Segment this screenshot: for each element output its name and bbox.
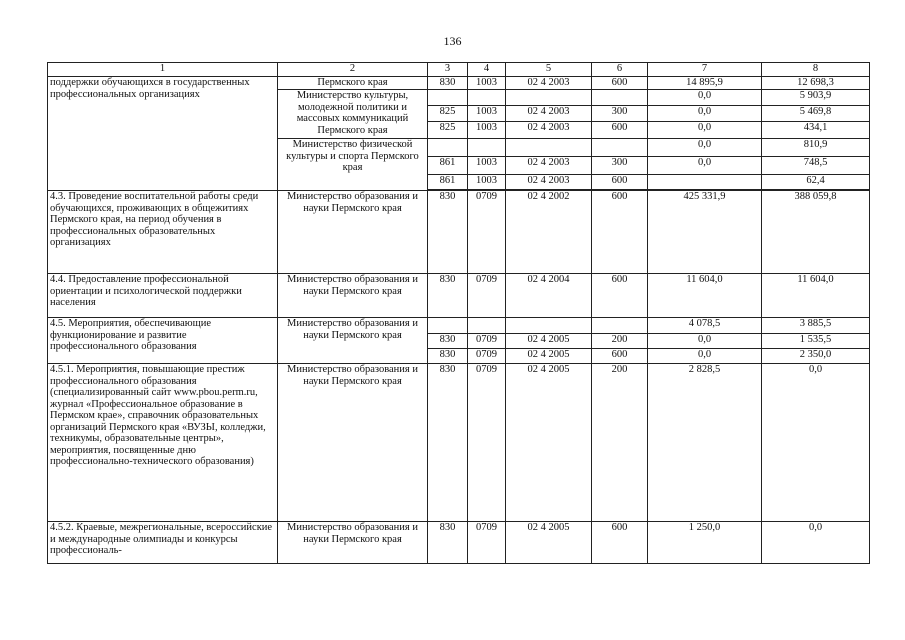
cell: 4 078,5 — [648, 318, 762, 334]
cell: 600 — [592, 175, 648, 190]
cell: 861 — [428, 175, 468, 190]
cell: 2 350,0 — [762, 349, 870, 364]
description-cell: 4.5. Мероприятия, обеспечивающие функционирование и развитие профессионального образования — [48, 318, 278, 364]
table-row — [48, 77, 870, 90]
ministry-cell: Министерство образования и науки Пермского края — [278, 522, 428, 564]
cell — [428, 318, 468, 334]
description-cell: поддержки обучающихся в государственных профессиональных организациях — [48, 77, 278, 191]
cell: 1003 — [468, 157, 506, 175]
header-cell: 3 — [428, 63, 468, 77]
cell: 11 604,0 — [648, 274, 762, 318]
cell: 830 — [428, 364, 468, 522]
cell — [648, 175, 762, 190]
table-row — [48, 191, 870, 274]
cell: 0,0 — [648, 122, 762, 139]
cell: 0709 — [468, 334, 506, 349]
cell — [468, 139, 506, 157]
cell: 11 604,0 — [762, 274, 870, 318]
cell: 02 4 2005 — [506, 334, 592, 349]
ministry-cell: Министерство образования и науки Пермского края — [278, 318, 428, 364]
cell — [592, 318, 648, 334]
cell: 02 4 2003 — [506, 175, 592, 190]
cell: 0,0 — [648, 334, 762, 349]
table-row — [48, 274, 870, 318]
cell: 434,1 — [762, 122, 870, 139]
cell: 388 059,8 — [762, 191, 870, 274]
cell: 12 698,3 — [762, 77, 870, 90]
cell: 02 4 2005 — [506, 522, 592, 564]
cell: 02 4 2003 — [506, 106, 592, 122]
ministry-cell: Пермского края — [278, 77, 428, 90]
cell: 830 — [428, 334, 468, 349]
cell: 02 4 2005 — [506, 349, 592, 364]
cell: 5 469,8 — [762, 106, 870, 122]
cell: 0,0 — [648, 90, 762, 106]
cell: 1 535,5 — [762, 334, 870, 349]
table-row — [48, 364, 870, 522]
description-cell: 4.4. Предоставление профессиональной ориентации и психологической поддержки населения — [48, 274, 278, 318]
cell: 02 4 2005 — [506, 364, 592, 522]
header-cell: 1 — [48, 63, 278, 77]
cell: 1003 — [468, 175, 506, 190]
ministry-cell: Министерство образования и науки Пермского края — [278, 364, 428, 522]
cell: 1003 — [468, 122, 506, 139]
cell: 200 — [592, 334, 648, 349]
cell: 830 — [428, 191, 468, 274]
cell: 1003 — [468, 77, 506, 90]
cell: 600 — [592, 349, 648, 364]
cell: 02 4 2003 — [506, 77, 592, 90]
cell: 0,0 — [648, 106, 762, 122]
ministry-cell: Министерство физической культуры и спорта Пермского края — [278, 139, 428, 191]
cell: 0709 — [468, 349, 506, 364]
cell: 825 — [428, 122, 468, 139]
header-cell: 4 — [468, 63, 506, 77]
cell: 748,5 — [762, 157, 870, 175]
cell: 02 4 2002 — [506, 191, 592, 274]
cell: 825 — [428, 106, 468, 122]
cell: 02 4 2004 — [506, 274, 592, 318]
header-cell: 6 — [592, 63, 648, 77]
table-row — [48, 318, 870, 334]
cell: 0709 — [468, 522, 506, 564]
cell: 0,0 — [762, 522, 870, 564]
page-number: 136 — [443, 34, 462, 48]
cell — [592, 90, 648, 106]
cell: 600 — [592, 77, 648, 90]
ministry-cell: Министерство образования и науки Пермского края — [278, 274, 428, 318]
header-cell: 8 — [762, 63, 870, 77]
header-cell: 2 — [278, 63, 428, 77]
cell: 200 — [592, 364, 648, 522]
cell: 0,0 — [762, 364, 870, 522]
cell — [428, 139, 468, 157]
cell: 830 — [428, 522, 468, 564]
header-cell: 5 — [506, 63, 592, 77]
cell: 1 250,0 — [648, 522, 762, 564]
cell: 02 4 2003 — [506, 157, 592, 175]
cell: 0,0 — [648, 157, 762, 175]
cell — [506, 318, 592, 334]
cell: 1003 — [468, 106, 506, 122]
cell — [592, 139, 648, 157]
cell: 3 885,5 — [762, 318, 870, 334]
cell: 830 — [428, 77, 468, 90]
cell: 02 4 2003 — [506, 122, 592, 139]
cell — [468, 90, 506, 106]
cell: 600 — [592, 191, 648, 274]
cell: 2 828,5 — [648, 364, 762, 522]
cell: 0709 — [468, 364, 506, 522]
budget-table — [47, 62, 870, 564]
header-row — [48, 63, 870, 77]
cell: 861 — [428, 157, 468, 175]
cell: 600 — [592, 522, 648, 564]
cell: 425 331,9 — [648, 191, 762, 274]
ministry-cell: Министерство культуры, молодежной политики и массовых коммуникаций Пермского края — [278, 90, 428, 139]
cell: 0709 — [468, 274, 506, 318]
cell: 0,0 — [648, 349, 762, 364]
cell: 0709 — [468, 191, 506, 274]
cell: 810,9 — [762, 139, 870, 157]
cell: 830 — [428, 274, 468, 318]
cell — [506, 90, 592, 106]
cell: 600 — [592, 274, 648, 318]
cell: 830 — [428, 349, 468, 364]
cell: 0,0 — [648, 139, 762, 157]
cell — [428, 90, 468, 106]
cell: 300 — [592, 157, 648, 175]
description-cell: 4.5.1. Мероприятия, повышающие престиж профессионального образования (специализированный сайт www.pbou.perm.ru, журнал «Профессиональное образование в Пермском крае», справочник образовательных организаций Пермского края «ВУЗЫ, колледжи, техникумы, образовательные центры», мероприятия, посвященные дню профессионально-технического образования) — [48, 364, 278, 522]
cell: 600 — [592, 122, 648, 139]
table-row — [48, 522, 870, 564]
cell: 5 903,9 — [762, 90, 870, 106]
cell: 62,4 — [762, 175, 870, 190]
cell — [468, 318, 506, 334]
header-cell: 7 — [648, 63, 762, 77]
cell: 300 — [592, 106, 648, 122]
description-cell: 4.3. Проведение воспитательной работы среди обучающихся, проживающих в общежитиях Пермского края, на период обучения в профессиональных образовательных организациях — [48, 191, 278, 274]
cell — [506, 139, 592, 157]
cell: 14 895,9 — [648, 77, 762, 90]
description-cell: 4.5.2. Краевые, межрегиональные, всероссийские и международные олимпиады и конкурсы профессиональ- — [48, 522, 278, 564]
ministry-cell: Министерство образования и науки Пермского края — [278, 191, 428, 274]
